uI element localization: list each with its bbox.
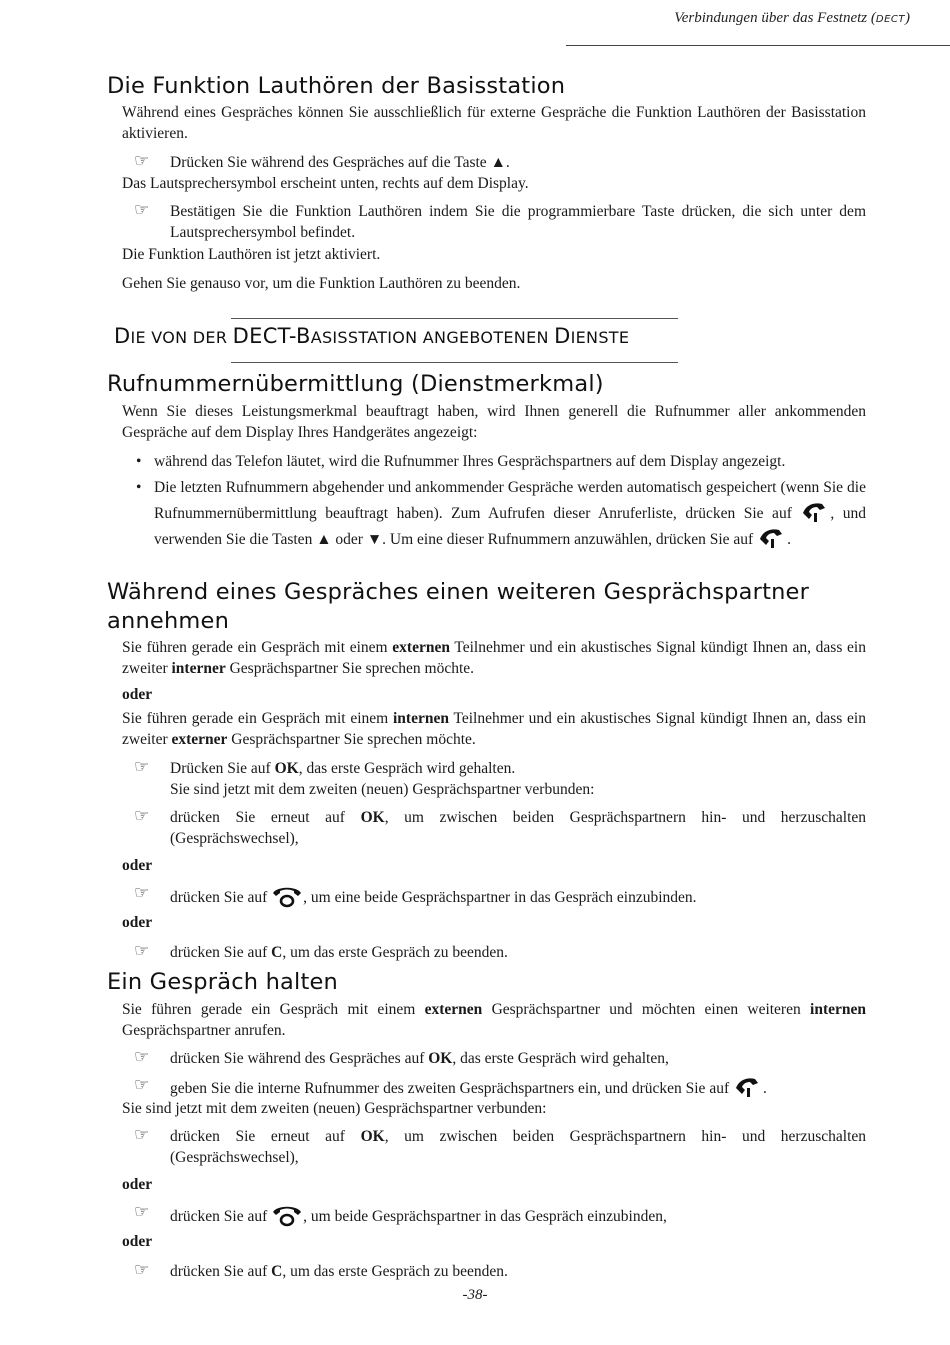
oder-label: oder [122, 857, 153, 874]
step-text: Drücken Sie während des Gespräches auf die Taste ▲. [170, 154, 510, 171]
paragraph: Während eines Gespräches können Sie ausschließlich für externe Gespräche die Funktion Lauthören der Basisstation aktivieren. [122, 104, 866, 142]
paragraph: Sie führen gerade ein Gespräch mit einem externen Teilnehmer und ein akustisches Signal kündigt Ihnen an, dass ein zweiter interner Gesprächspartner Sie sprechen möchte. [122, 639, 866, 677]
pointing-hand-icon: ☞ [134, 1202, 150, 1222]
chapter-title [0, 318, 950, 364]
oder-label: oder [122, 686, 153, 703]
chapter-title-text: DIE VON DER DECT-BASISSTATION ANGEBOTENEN DIENSTE [114, 324, 630, 348]
step-text: Drücken Sie auf OK, das erste Gespräch wird gehalten. Sie sind jetzt mit dem zweiten (neuen) Gesprächspartner verbunden: [170, 760, 595, 798]
running-title-text: Verbindungen über das Festnetz ( [674, 10, 876, 26]
pointing-hand-icon: ☞ [134, 200, 150, 220]
oder-label: oder [122, 1176, 153, 1193]
pointing-hand-icon: ☞ [134, 757, 150, 777]
list-item [136, 451, 866, 472]
paragraph: Sie führen gerade ein Gespräch mit einem externen Gesprächspartner und möchten einen weiteren internen Gesprächspartner anrufen. [122, 1001, 866, 1039]
bullet-dot: • [136, 453, 142, 470]
step-text: Bestätigen Sie die Funktion Lauthören indem Sie die programmierbare Taste drücken, die sich unter dem Lautsprechersymbol befindet. [170, 203, 866, 241]
paragraph: Sie führen gerade ein Gespräch mit einem internen Teilnehmer und ein akustisches Signal kündigt Ihnen an, dass ein zweiter externer Gesprächspartner Sie sprechen möchte. [122, 710, 866, 748]
oder-label: oder [122, 1233, 153, 1250]
pointing-hand-icon: ☞ [134, 941, 150, 961]
bullet-dot: • [136, 479, 142, 496]
list-item [136, 475, 866, 553]
paragraph: Das Lautsprechersymbol erscheint unten, rechts auf dem Display. [122, 175, 529, 192]
handset-pickup-icon [800, 501, 830, 523]
instruction-step [134, 1126, 866, 1168]
handset-pickup-icon [757, 527, 787, 549]
pointing-hand-icon: ☞ [134, 806, 150, 826]
list-item-text: während das Telefon läutet, wird die Rufnummer Ihres Gesprächspartners auf dem Display angezeigt. [154, 453, 786, 470]
pointing-hand-icon: ☞ [134, 1047, 150, 1067]
section-heading-rufnummer: Rufnummernübermittlung (Dienstmerkmal) [107, 371, 604, 397]
instruction-step [134, 758, 866, 800]
step-text: drücken Sie erneut auf OK, um zwischen beiden Gesprächspartnern hin- und herzuschalten (Gesprächswechsel), [170, 1128, 867, 1166]
step-text: drücken Sie auf , um beide Gesprächspartner in das Gespräch einzubinden, [170, 1203, 866, 1227]
running-header [674, 10, 910, 27]
running-title-dect: DECT [875, 14, 905, 25]
step-text: drücken Sie während des Gespräches auf OK, das erste Gespräch wird gehalten, [170, 1050, 669, 1067]
section-heading-lauthoeren: Die Funktion Lauthören der Basisstation [107, 73, 566, 99]
instruction-step [134, 942, 866, 963]
chapter-rule-bottom [231, 362, 678, 363]
paragraph: Die Funktion Lauthören ist jetzt aktiviert. [122, 246, 381, 263]
step-text: geben Sie die interne Rufnummer des zweiten Gesprächspartners ein, und drücken Sie auf . [170, 1076, 866, 1099]
instruction-step [134, 884, 866, 908]
step-text: drücken Sie erneut auf OK, um zwischen beiden Gesprächspartnern hin- und herzuschalten (Gesprächswechsel), [170, 809, 867, 847]
chapter-rule-top [231, 318, 678, 319]
instruction-step [134, 1076, 866, 1099]
instruction-step [134, 1261, 866, 1282]
instruction-step [134, 1203, 866, 1227]
instruction-step [134, 1048, 866, 1069]
pointing-hand-icon: ☞ [134, 1075, 150, 1095]
conference-phone-icon [271, 884, 303, 908]
header-rule [566, 45, 950, 46]
instruction-step [134, 201, 866, 243]
conference-phone-icon [271, 1203, 303, 1227]
handset-pickup-icon [733, 1076, 763, 1098]
pointing-hand-icon: ☞ [134, 1260, 150, 1280]
pointing-hand-icon: ☞ [134, 883, 150, 903]
pointing-hand-icon: ☞ [134, 1125, 150, 1145]
step-text: drücken Sie auf C, um das erste Gespräch zu beenden. [170, 1263, 508, 1280]
pointing-hand-icon: ☞ [134, 151, 150, 171]
list-item-text: Die letzten Rufnummern abgehender und ankommender Gespräche werden automatisch gespeichert (wenn Sie die Rufnummernübermittlung beauftragt haben). Zum Aufrufen dieser Anruferliste, drücken Sie auf , und verwenden Sie die Tasten ▲ oder ▼. Um eine dieser Rufnummern anzuwählen, drücken Sie auf . [154, 479, 867, 548]
oder-label: oder [122, 914, 153, 931]
step-text: drücken Sie auf , um eine beide Gesprächspartner in das Gespräch einzubinden. [170, 884, 866, 908]
section-heading-halten: Ein Gespräch halten [107, 969, 339, 995]
instruction-step [134, 152, 866, 173]
page-number: -38- [462, 1287, 488, 1303]
section-heading-annehmen: Während eines Gespräches einen weiteren Gesprächspartner annehmen [107, 579, 810, 634]
paragraph: Wenn Sie dieses Leistungsmerkmal beauftragt haben, wird Ihnen generell die Rufnummer aller ankommenden Gespräche auf dem Display Ihres Handgerätes angezeigt: [122, 403, 866, 441]
paragraph: Gehen Sie genauso vor, um die Funktion Lauthören zu beenden. [122, 275, 521, 292]
paragraph: Sie sind jetzt mit dem zweiten (neuen) Gesprächspartner verbunden: [122, 1100, 547, 1117]
instruction-step [134, 807, 866, 849]
step-text: drücken Sie auf C, um das erste Gespräch zu beenden. [170, 944, 508, 961]
running-title-close: ) [905, 10, 910, 26]
